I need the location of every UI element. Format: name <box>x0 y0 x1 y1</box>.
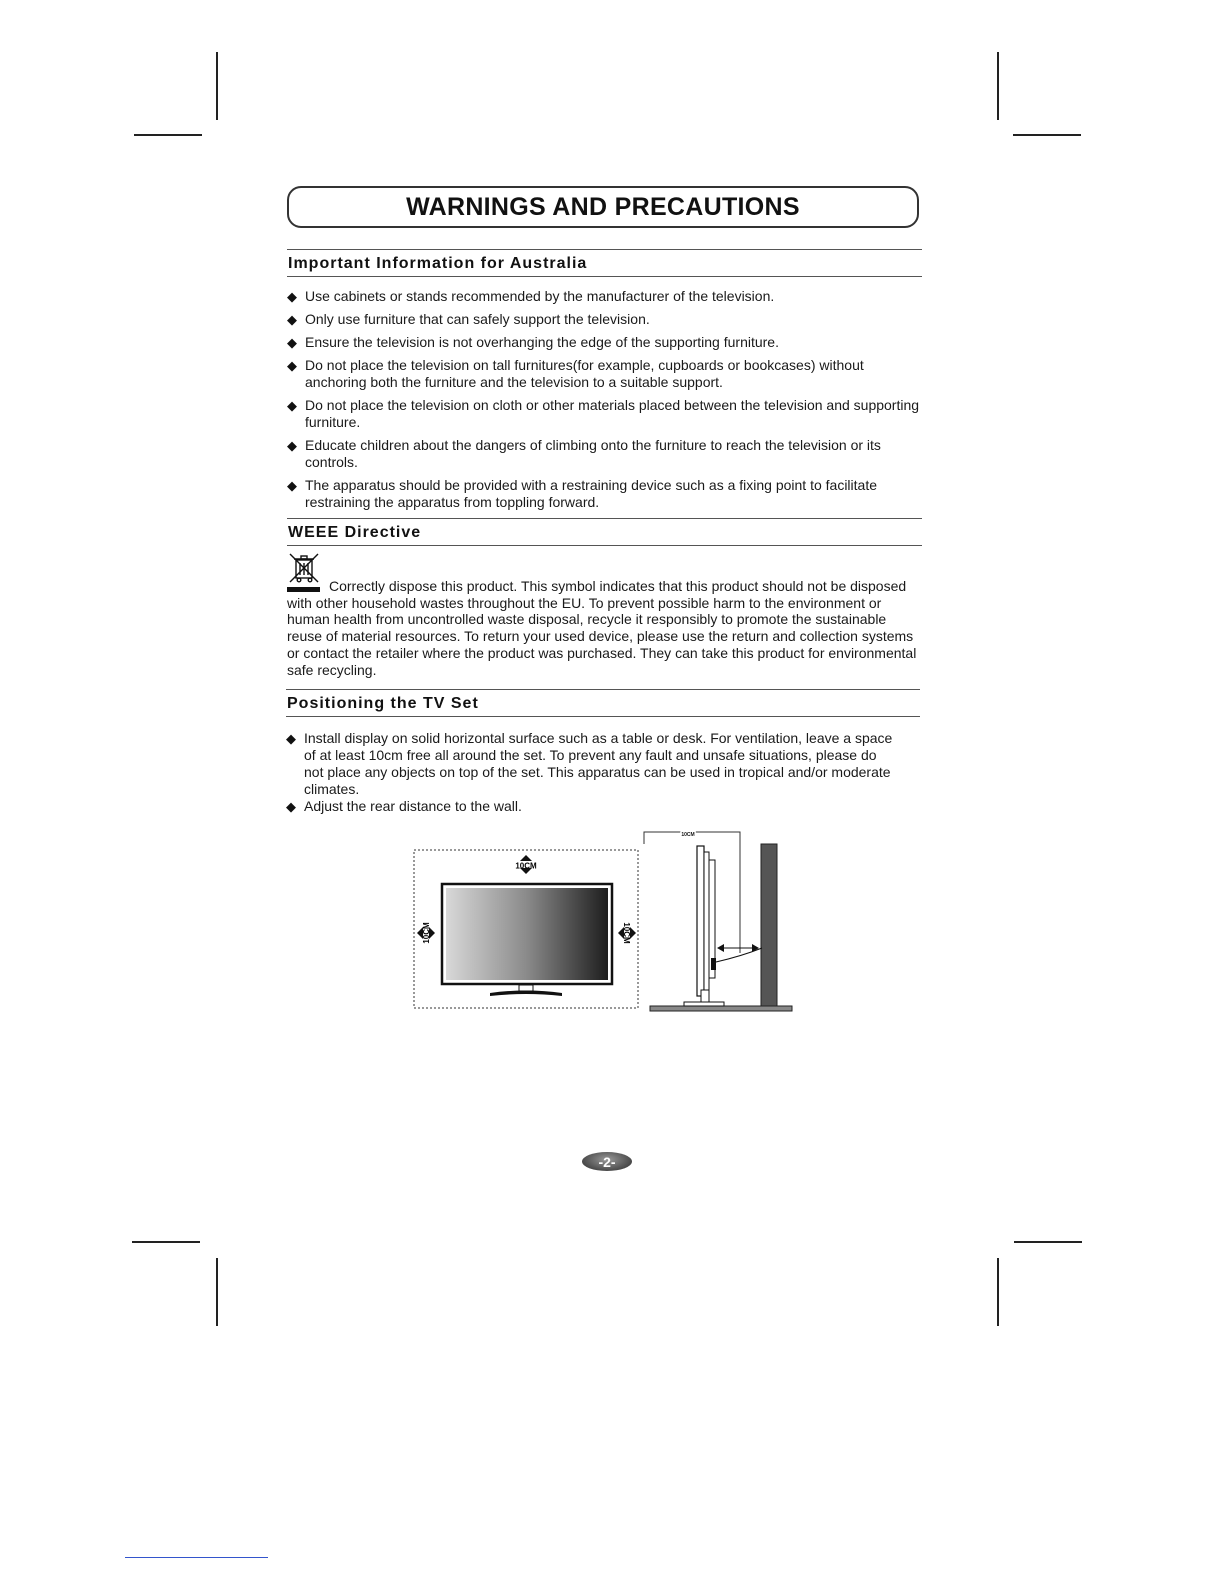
tv-screen <box>446 888 608 980</box>
bullet-icon: ◆ <box>287 358 297 373</box>
bottom-link-underline <box>125 1557 268 1558</box>
page-number: -2- <box>598 1153 616 1170</box>
crop-mark <box>134 134 202 136</box>
bullet-icon: ◆ <box>286 731 296 746</box>
crop-mark <box>997 1258 999 1326</box>
section-header-positioning <box>286 689 920 717</box>
crossed-bin-icon <box>287 552 323 594</box>
bullet-icon: ◆ <box>286 799 296 814</box>
positioning-list <box>286 730 896 821</box>
bullet-icon: ◆ <box>287 335 297 350</box>
list-item: ◆ Do not place the television on cloth or other materials placed between the television and supporting furniture. <box>287 397 920 430</box>
australia-list <box>287 288 922 517</box>
list-item: ◆ The apparatus should be provided with a restraining device such as a fixing point to facilitate restraining the apparatus from toppling forward. <box>287 477 878 510</box>
section-title: Positioning the TV Set <box>287 695 479 712</box>
bullet-icon: ◆ <box>287 398 297 413</box>
top-clearance-label: 10CM <box>515 861 537 871</box>
page-number-badge <box>582 1152 632 1171</box>
left-clearance-label: 10CM <box>422 922 431 944</box>
tv-clearance-diagram <box>412 830 797 1020</box>
tv-side-view <box>644 832 792 1011</box>
crop-mark <box>997 52 999 120</box>
side-clearance-label: 10CM <box>681 832 695 838</box>
page-title-box <box>287 186 919 228</box>
list-item: ◆ Educate children about the dangers of climbing onto the furniture to reach the television or its controls. <box>287 437 881 470</box>
weee-paragraph-block <box>287 552 922 678</box>
bullet-icon: ◆ <box>287 289 297 304</box>
list-item: ◆ Adjust the rear distance to the wall. <box>286 798 522 814</box>
crop-mark <box>216 1258 218 1326</box>
section-header-australia <box>287 249 922 277</box>
list-item: ◆ Ensure the television is not overhanging the edge of the supporting furniture. <box>287 334 779 350</box>
crop-mark <box>1013 134 1081 136</box>
weee-text: Correctly dispose this product. This symbol indicates that this product should not be disposed with other household wastes throughout the EU. To prevent possible harm to the environment or human health from uncontrolled waste disposal, recycle it responsibly to promote the sustainable reuse of material resources. To return your used device, please use the return and collection systems or contact the retailer where the product was purchased. They can take this product for environmental safe recycling. <box>287 578 917 678</box>
crop-mark <box>132 1241 200 1243</box>
bullet-icon: ◆ <box>287 312 297 327</box>
wall <box>761 844 777 1007</box>
crop-mark <box>1014 1241 1082 1243</box>
bullet-icon: ◆ <box>287 438 297 453</box>
list-item: ◆ Only use furniture that can safely support the television. <box>287 311 650 327</box>
list-item: ◆ Install display on solid horizontal surface such as a table or desk. For ventilation, leave a space of at least 10cm free all around the set. To prevent any fault and unsafe situations, please do not place any objects on top of the set. This apparatus can be used in tropical and/or moderate climates. <box>286 730 893 797</box>
section-header-weee <box>287 518 922 546</box>
page-title: WARNINGS AND PRECAUTIONS <box>406 192 800 221</box>
list-item: ◆ Do not place the television on tall furnitures(for example, cupboards or bookcases) without anchoring both the furniture and the television to a suitable support. <box>287 357 864 390</box>
floor <box>650 1006 792 1011</box>
list-item: ◆ Use cabinets or stands recommended by the manufacturer of the television. <box>287 288 775 304</box>
section-title: Important Information for Australia <box>288 255 588 272</box>
right-clearance-label: 10CM <box>622 922 631 944</box>
crop-mark <box>216 52 218 120</box>
tv-stand <box>490 991 562 997</box>
section-title: WEEE Directive <box>288 524 422 541</box>
bullet-icon: ◆ <box>287 478 297 493</box>
